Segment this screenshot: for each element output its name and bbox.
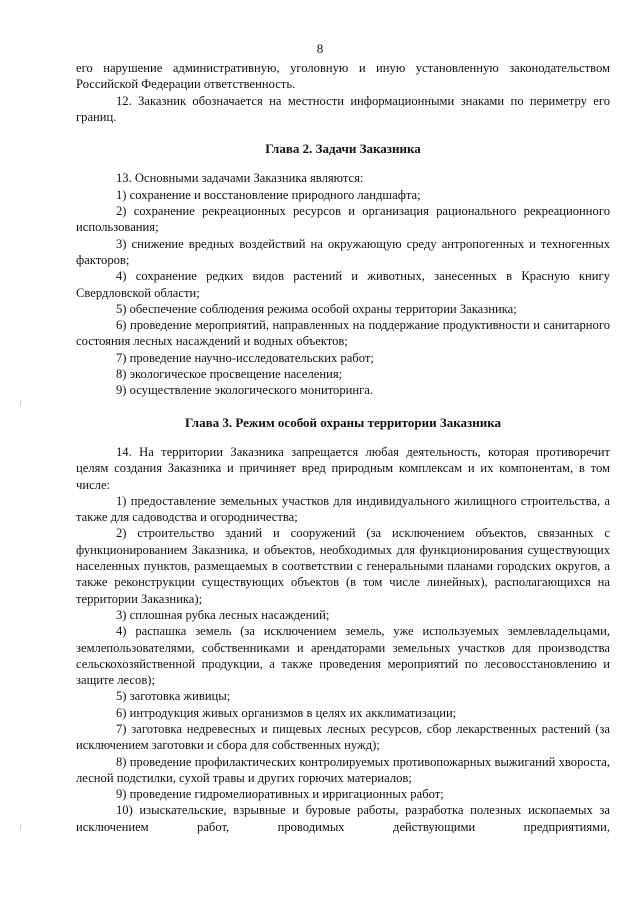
list-item: 3) снижение вредных воздействий на окружающую среду антропогенных и техногенных факторов; — [76, 236, 610, 267]
list-item: 3) сплошная рубка лесных насаждений; — [116, 607, 330, 622]
page-number: 8 — [316, 41, 324, 56]
paragraph-12: 12. Заказник обозначается на местности информационными знаками по периметру его границ. — [76, 93, 610, 124]
scan-mark — [20, 824, 21, 830]
list-item: 1) предоставление земельных участков для индивидуального жилищного строительства, а также для садоводства и огородничества; — [76, 493, 610, 525]
list-item: 1) сохранение и восстановление природного ландшафта; — [116, 187, 421, 202]
list-item: 5) обеспечение соблюдения режима особой охраны территории Заказника; — [116, 301, 517, 316]
list-item: 5) заготовка живицы; — [116, 689, 231, 704]
scan-mark — [20, 400, 21, 406]
document-body — [76, 60, 610, 835]
list-item: 6) проведение мероприятий, направленных на поддержание продуктивности и санитарного состояния лесных насаждений и водных объектов; — [76, 318, 610, 349]
chapter-2-heading: Глава 2. Задачи Заказника — [265, 141, 421, 157]
list-item: 7) заготовка недревесных и пищевых лесных ресурсов, сбор лекарственных растений (за исключением заготовки и сбора для собственных нужд); — [76, 721, 610, 753]
paragraph-13: 13. Основными задачами Заказника являются: — [116, 171, 364, 186]
list-item: 8) проведение профилактических контролируемых противопожарных выжиганий хвороста, лесной подстилки, сухой травы и других горючих материалов; — [76, 754, 610, 785]
list-item: 4) распашка земель (за исключением земель, уже используемых землевладельцами, землепользователями, собственниками и арендаторами земельных участков для производства сельскохозяйственной продукции, а также проведения мероприятий по лесовосстановлению и защите лесов); — [76, 624, 610, 688]
list-item: 9) проведение гидромелиоративных и ирригационных работ; — [116, 787, 444, 802]
list-item: 2) строительство зданий и сооружений (за исключением объектов, связанных с функционированием Заказника, и объектов, необходимых для функционирования существующих населенных пунктов, размещаемых в соответствии с генеральными планами городских округов, а также реконструкции существующих объектов (в том числе линейных), располагающихся на территории Заказника); — [76, 526, 610, 606]
paragraph-14: 14. На территории Заказника запрещается любая деятельность, которая противоречит целям создания Заказника и причиняет вред природным комплексам и их компонентам, в том числе: — [76, 444, 610, 492]
list-item: 6) интродукция живых организмов в целях их акклиматизации; — [116, 705, 457, 720]
paragraph-continuation: его нарушение административную, уголовную и иную установленную законодательством Российской Федерации ответственность. — [76, 61, 610, 92]
list-item: 2) сохранение рекреационных ресурсов и организация рационального рекреационного использования; — [76, 204, 610, 235]
list-item: 7) проведение научно-исследовательских работ; — [116, 350, 374, 365]
list-item: 10) изыскательские, взрывные и буровые работы, разработка полезных ископаемых за исключением работ, проводимых действующими предприятиями, — [76, 803, 610, 834]
chapter-3-heading: Глава 3. Режим особой охраны территории Заказника — [185, 414, 501, 430]
list-item: 4) сохранение редких видов растений и животных, занесенных в Красную книгу Свердловской области; — [76, 269, 610, 300]
list-item: 8) экологическое просвещение населения; — [116, 367, 343, 382]
list-item: 9) осуществление экологического мониторинга. — [116, 383, 373, 398]
